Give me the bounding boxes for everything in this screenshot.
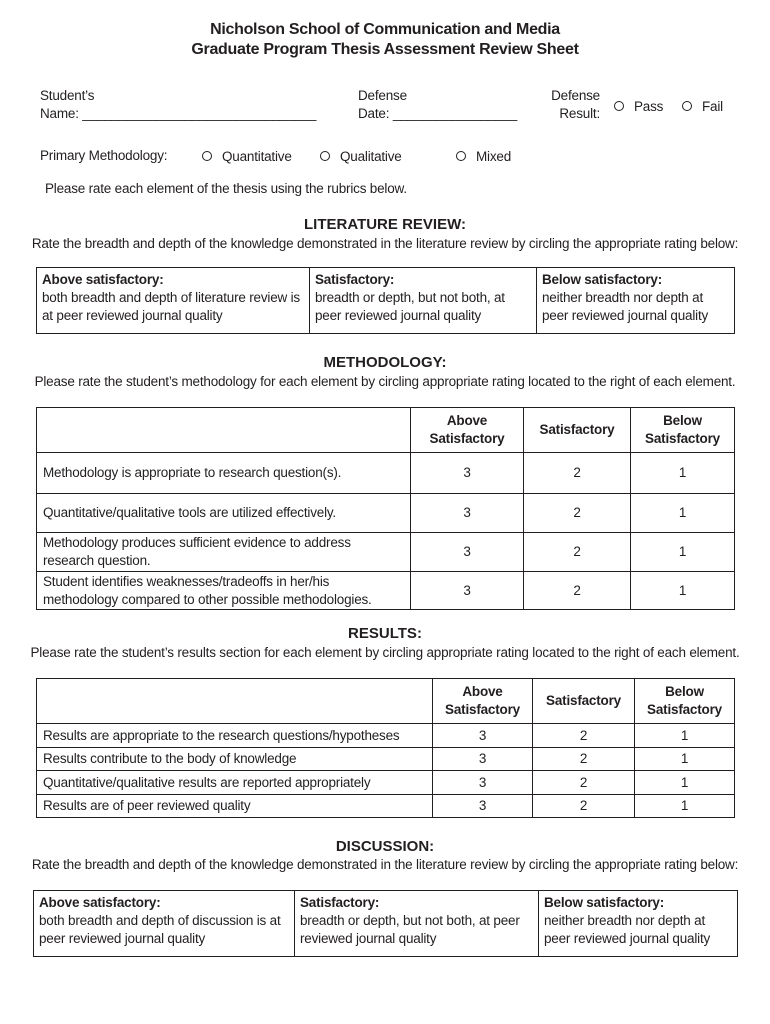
results-col-above: Above Satisfactory [433, 679, 533, 724]
rating-satisfactory[interactable]: 2 [524, 494, 631, 533]
results-table [36, 678, 735, 818]
rating-satisfactory[interactable]: 2 [524, 533, 631, 572]
table-row [37, 748, 735, 771]
qualitative-radio-icon[interactable] [320, 151, 330, 161]
results-row-label: Results are appropriate to the research questions/hypotheses [37, 724, 433, 748]
pass-radio-icon[interactable] [614, 101, 624, 111]
lit-above-body: both breadth and depth of literature review is at peer reviewed journal quality [42, 290, 300, 323]
defense-result-label: Defense [551, 88, 600, 103]
table-row [37, 533, 735, 572]
results-desc: Please rate the student’s results section for each element by circling appropriate rating located to the right of each element. [30, 645, 740, 660]
methodology-row-label: Methodology produces sufficient evidence to address research question. [37, 533, 411, 572]
methodology-row-label: Methodology is appropriate to research question(s). [37, 453, 411, 494]
rating-above[interactable]: 3 [411, 494, 524, 533]
rating-above[interactable]: 3 [433, 795, 533, 818]
results-row-label: Quantitative/qualitative results are reported appropriately [37, 771, 433, 795]
fail-label: Fail [702, 99, 723, 114]
mixed-option[interactable] [456, 149, 511, 164]
student-name-label: Student’s [40, 88, 95, 103]
rating-satisfactory[interactable]: 2 [533, 724, 635, 748]
student-name-field[interactable]: Name: ________________________________ [40, 106, 317, 121]
rating-above[interactable]: 3 [411, 453, 524, 494]
rating-above[interactable]: 3 [433, 748, 533, 771]
rating-below[interactable]: 1 [631, 453, 735, 494]
primary-methodology-label: Primary Methodology: [40, 148, 168, 163]
table-row [37, 771, 735, 795]
qualitative-option[interactable] [320, 149, 402, 164]
rating-below[interactable]: 1 [635, 748, 735, 771]
results-title: RESULTS: [348, 625, 422, 642]
results-row-label: Results are of peer reviewed quality [37, 795, 433, 818]
rating-above[interactable]: 3 [433, 771, 533, 795]
methodology-col-above: Above Satisfactory [411, 408, 524, 453]
methodology-header-blank [37, 408, 411, 453]
rating-below[interactable]: 1 [631, 533, 735, 572]
lit-below-head: Below satisfactory: [542, 272, 662, 287]
table-row [37, 795, 735, 818]
rating-satisfactory[interactable]: 2 [533, 795, 635, 818]
rating-below[interactable]: 1 [631, 494, 735, 533]
rating-satisfactory[interactable]: 2 [524, 572, 631, 610]
rating-satisfactory[interactable]: 2 [533, 771, 635, 795]
pass-label: Pass [634, 99, 664, 114]
rating-above[interactable]: 3 [411, 572, 524, 610]
disc-above-cell[interactable] [34, 891, 295, 957]
lit-sat-body: breadth or depth, but not both, at peer reviewed journal quality [315, 290, 505, 323]
rating-below[interactable]: 1 [631, 572, 735, 610]
methodology-desc: Please rate the student’s methodology for each element by circling appropriate rating located to the right of each element. [34, 374, 736, 389]
quantitative-option[interactable] [202, 149, 292, 164]
disc-below-cell[interactable] [539, 891, 738, 957]
results-col-satisfactory: Satisfactory [533, 679, 635, 724]
methodology-row-label: Student identifies weaknesses/tradeoffs in her/his methodology compared to other possible methodologies. [37, 572, 411, 610]
table-row [37, 453, 735, 494]
rating-above[interactable]: 3 [433, 724, 533, 748]
disc-below-head: Below satisfactory: [544, 895, 664, 910]
methodology-col-satisfactory: Satisfactory [524, 408, 631, 453]
disc-below-body: neither breadth nor depth at peer reviewed journal quality [544, 913, 711, 946]
lit-above-cell[interactable] [37, 268, 310, 334]
disc-above-head: Above satisfactory: [39, 895, 161, 910]
defense-date-label: Defense [358, 88, 407, 103]
fail-radio-icon[interactable] [682, 101, 692, 111]
defense-date-field[interactable]: Date: _________________ [358, 106, 518, 121]
literature-review-rubric [36, 267, 735, 334]
fail-option[interactable] [682, 99, 723, 114]
lit-sat-cell[interactable] [310, 268, 537, 334]
pass-option[interactable] [614, 99, 663, 114]
rating-satisfactory[interactable]: 2 [533, 748, 635, 771]
disc-sat-head: Satisfactory: [300, 895, 380, 910]
rating-below[interactable]: 1 [635, 771, 735, 795]
quantitative-label: Quantitative [222, 149, 292, 164]
results-col-below: Below Satisfactory [635, 679, 735, 724]
disc-sat-cell[interactable] [295, 891, 539, 957]
lit-sat-head: Satisfactory: [315, 272, 395, 287]
rating-above[interactable]: 3 [411, 533, 524, 572]
lit-below-cell[interactable] [537, 268, 735, 334]
document-title: Nicholson School of Communication and Media [210, 21, 560, 38]
discussion-desc: Rate the breadth and depth of the knowledge demonstrated in the literature review by circling the appropriate rating below: [31, 857, 739, 872]
results-header-blank [37, 679, 433, 724]
disc-sat-body: breadth or depth, but not both, at peer reviewed journal quality [300, 913, 520, 946]
literature-review-desc: Rate the breadth and depth of the knowledge demonstrated in the literature review by circling the appropriate rating below: [31, 236, 739, 251]
methodology-title: METHODOLOGY: [323, 354, 447, 371]
mixed-radio-icon[interactable] [456, 151, 466, 161]
methodology-row-label: Quantitative/qualitative tools are utilized effectively. [37, 494, 411, 533]
literature-review-title: LITERATURE REVIEW: [304, 216, 466, 233]
discussion-title: DISCUSSION: [335, 838, 435, 855]
document-subtitle: Graduate Program Thesis Assessment Review Sheet [191, 41, 579, 58]
lit-above-head: Above satisfactory: [42, 272, 164, 287]
qualitative-label: Qualitative [340, 149, 402, 164]
table-row [37, 572, 735, 610]
table-row [37, 724, 735, 748]
results-row-label: Results contribute to the body of knowledge [37, 748, 433, 771]
rating-below[interactable]: 1 [635, 724, 735, 748]
defense-result-label-2: Result: [559, 106, 600, 121]
rating-below[interactable]: 1 [635, 795, 735, 818]
mixed-label: Mixed [476, 149, 512, 164]
quantitative-radio-icon[interactable] [202, 151, 212, 161]
lit-below-body: neither breadth nor depth at peer reviewed journal quality [542, 290, 709, 323]
instructions-text: Please rate each element of the thesis using the rubrics below. [45, 181, 407, 196]
table-row [37, 494, 735, 533]
methodology-col-below: Below Satisfactory [631, 408, 735, 453]
discussion-rubric [33, 890, 738, 957]
rating-satisfactory[interactable]: 2 [524, 453, 631, 494]
methodology-table [36, 407, 735, 610]
disc-above-body: both breadth and depth of discussion is at peer reviewed journal quality [39, 913, 281, 946]
